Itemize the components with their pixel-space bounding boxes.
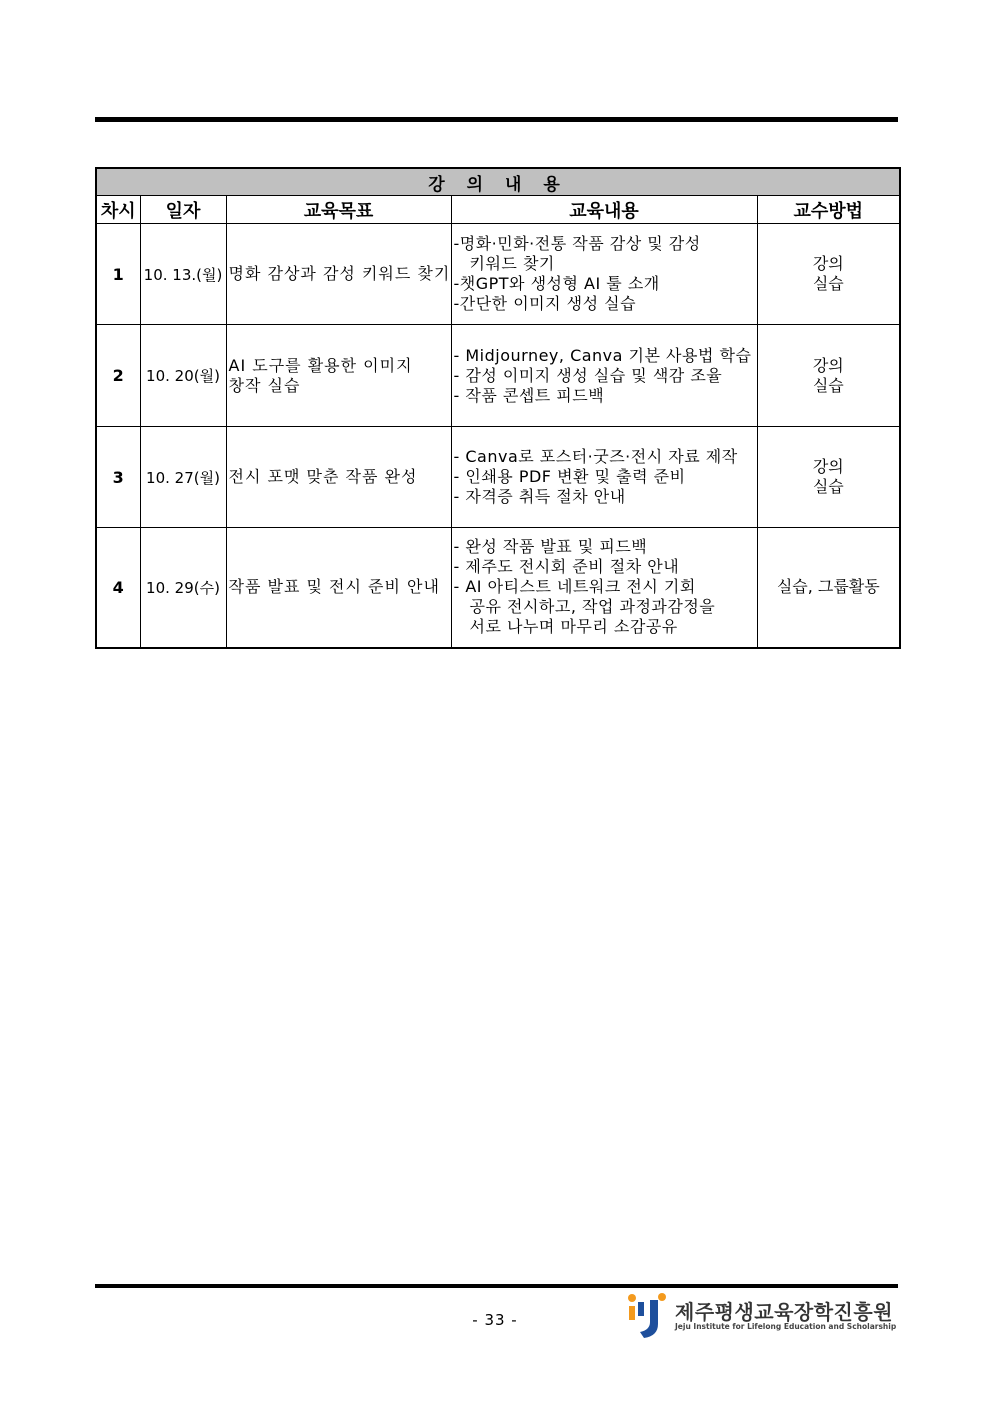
table-row [96, 427, 900, 528]
session-goal: 작품 발표 및 전시 준비 안내 [226, 528, 451, 648]
goal-line: AI 도구를 활용한 이미지 [228, 355, 413, 375]
method-line: 실습 [812, 477, 844, 496]
table-title-row [96, 168, 900, 196]
lecture-table [95, 167, 901, 649]
header-content: 교육내용 [451, 196, 757, 224]
footer-rule [95, 1284, 898, 1288]
session-content [451, 325, 757, 427]
method-line: 강의 [812, 254, 844, 273]
content-line: 키워드 찾기 [469, 254, 555, 273]
method-line: 실습 [812, 375, 844, 395]
session-number: 2 [96, 325, 140, 427]
session-content [451, 427, 757, 528]
content-line: - Canva로 포스터·굿즈·전시 자료 제작 [453, 447, 738, 466]
session-date: 10. 29(수) [140, 528, 226, 648]
page-number: - 33 - [472, 1311, 518, 1329]
institute-logo [626, 1292, 896, 1340]
session-date: 10. 20(월) [140, 325, 226, 427]
session-date: 10. 13.(월) [140, 224, 226, 325]
session-goal [226, 325, 451, 427]
session-content [451, 528, 757, 648]
header-date: 일자 [140, 196, 226, 224]
table-title: 강 의 내 용 [96, 168, 900, 196]
method-line: 강의 [812, 457, 844, 476]
content-line: -간단한 이미지 생성 실습 [453, 294, 637, 313]
method-line: 강의 [812, 355, 844, 375]
table-row [96, 528, 900, 648]
content-line: 공유 전시하고, 작업 과정과감정을 [469, 597, 716, 617]
method-line: 실습 [812, 274, 844, 293]
session-goal: 명화 감상과 감성 키워드 찾기 [226, 224, 451, 325]
content-line: - 제주도 전시회 준비 절차 안내 [453, 557, 680, 577]
header-method: 교수방법 [757, 196, 900, 224]
session-goal: 전시 포맷 맞춘 작품 완성 [226, 427, 451, 528]
session-content [451, 224, 757, 325]
institute-logo-icon [626, 1292, 670, 1340]
content-line: -명화·민화·전통 작품 감상 및 감성 [453, 234, 701, 253]
content-line: -챗GPT와 생성형 AI 툴 소개 [453, 274, 660, 293]
content-line: - 완성 작품 발표 및 피드백 [453, 537, 648, 557]
session-number: 1 [96, 224, 140, 325]
session-method: 실습, 그룹활동 [757, 528, 900, 648]
content-line: - 인쇄용 PDF 변환 및 출력 준비 [453, 467, 686, 486]
content-line: - AI 아티스트 네트워크 전시 기회 [453, 577, 696, 597]
institute-english-name: Jeju Institute for Lifelong Education and Scholarship [675, 1322, 897, 1331]
session-method [757, 427, 900, 528]
header-session: 차시 [96, 196, 140, 224]
table-row [96, 224, 900, 325]
session-date: 10. 27(월) [140, 427, 226, 528]
content-line: - Midjourney, Canva 기본 사용법 학습 [453, 345, 752, 365]
table-row [96, 325, 900, 427]
session-method [757, 224, 900, 325]
institute-name: 제주평생교육장학진흥원 [675, 1300, 894, 1324]
content-line: - 작품 콘셉트 피드백 [453, 385, 605, 405]
goal-line: 창작 실습 [228, 375, 301, 395]
content-line: - 감성 이미지 생성 실습 및 색감 조율 [453, 365, 723, 385]
header-goal: 교육목표 [226, 196, 451, 224]
header-rule [95, 117, 898, 122]
content-line: 서로 나누며 마무리 소감공유 [469, 617, 678, 637]
table-header-row [96, 196, 900, 224]
session-method [757, 325, 900, 427]
session-number: 3 [96, 427, 140, 528]
session-number: 4 [96, 528, 140, 648]
content-line: - 자격증 취득 절차 안내 [453, 487, 626, 506]
